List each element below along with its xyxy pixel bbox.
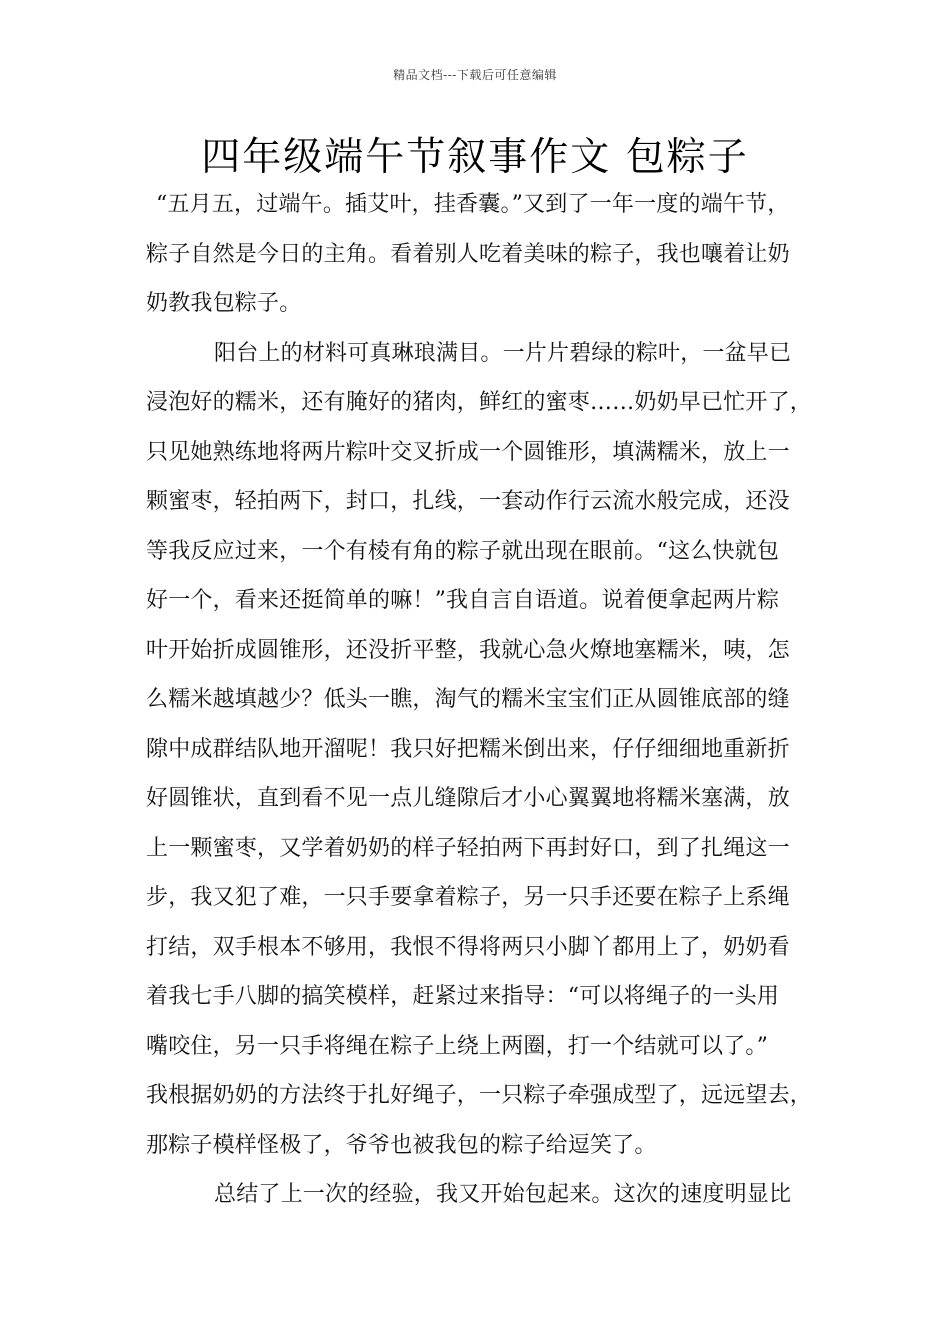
page-title: 四年级端午节叙事作文 包粽子 xyxy=(201,135,749,180)
text-line: 隙中成群结队地开溜呢！我只好把糯米倒出来，仔仔细细地重新折 xyxy=(146,736,790,762)
header-note: 精品文档---下载后可任意编辑 xyxy=(393,68,557,82)
text-line: “五月五，过端午。插艾叶，挂香囊。”又到了一年一度的端午节， xyxy=(156,192,790,217)
text-line: 那粽子模样怪极了，爷爷也被我包的粽子给逗笑了。 xyxy=(146,1132,657,1158)
text-line: 着我七手八脚的搞笑模样，赶紧过来指导：“可以将绳子的一头用 xyxy=(146,984,780,1009)
text-line: 嘴咬住，另一只手将绳在粽子上绕上两圈，打一个结就可以了。” xyxy=(146,1033,769,1059)
text-line: 好一个，看来还挺简单的嘛！”我自言自语道。说着便拿起两片粽 xyxy=(146,588,780,613)
text-line: 叶开始折成圆锥形，还没折平整，我就心急火燎地塞糯米，咦，怎 xyxy=(146,637,790,663)
text-line: 奶教我包粽子。 xyxy=(146,291,302,316)
text-line: 颗蜜枣，轻拍两下，封口，扎线，一套动作行云流水般完成，还没 xyxy=(146,489,790,514)
text-line: 总结了上一次的经验，我又开始包起来。这次的速度明显比 xyxy=(214,1182,792,1207)
text-line: 阳台上的材料可真琳琅满目。一片片碧绿的粽叶，一盆早已 xyxy=(214,340,792,366)
text-line: 只见她熟练地将两片粽叶交叉折成一个圆锥形，填满糯米，放上一 xyxy=(146,439,790,465)
text-line: 等我反应过来，一个有棱有角的粽子就出现在眼前。“这么快就包 xyxy=(146,538,780,564)
text-line: 么糯米越填越少？低头一瞧，淘气的糯米宝宝们正从圆锥底部的缝 xyxy=(146,687,790,712)
essay-body xyxy=(146,180,826,1220)
text-line: 浸泡好的糯米，还有腌好的猪肉，鲜红的蜜枣……奶奶早已忙开了， xyxy=(146,390,813,415)
text-line: 打结，双手根本不够用，我恨不得将两只小脚丫都用上了，奶奶看 xyxy=(146,934,790,960)
text-line: 上一颗蜜枣，又学着奶奶的样子轻拍两下再封好口，到了扎绳这一 xyxy=(146,835,790,861)
text-line: 步，我又犯了难，一只手要拿着粽子，另一只手还要在粽子上系绳 xyxy=(146,885,790,910)
text-line: 粽子自然是今日的主角。看着别人吃着美味的粽子，我也嚷着让奶 xyxy=(146,241,790,267)
text-line: 我根据奶奶的方法终于扎好绳子，一只粽子牵强成型了，远远望去， xyxy=(146,1083,813,1108)
text-line: 好圆锥状，直到看不见一点儿缝隙后才小心翼翼地将糯米塞满，放 xyxy=(146,786,790,811)
